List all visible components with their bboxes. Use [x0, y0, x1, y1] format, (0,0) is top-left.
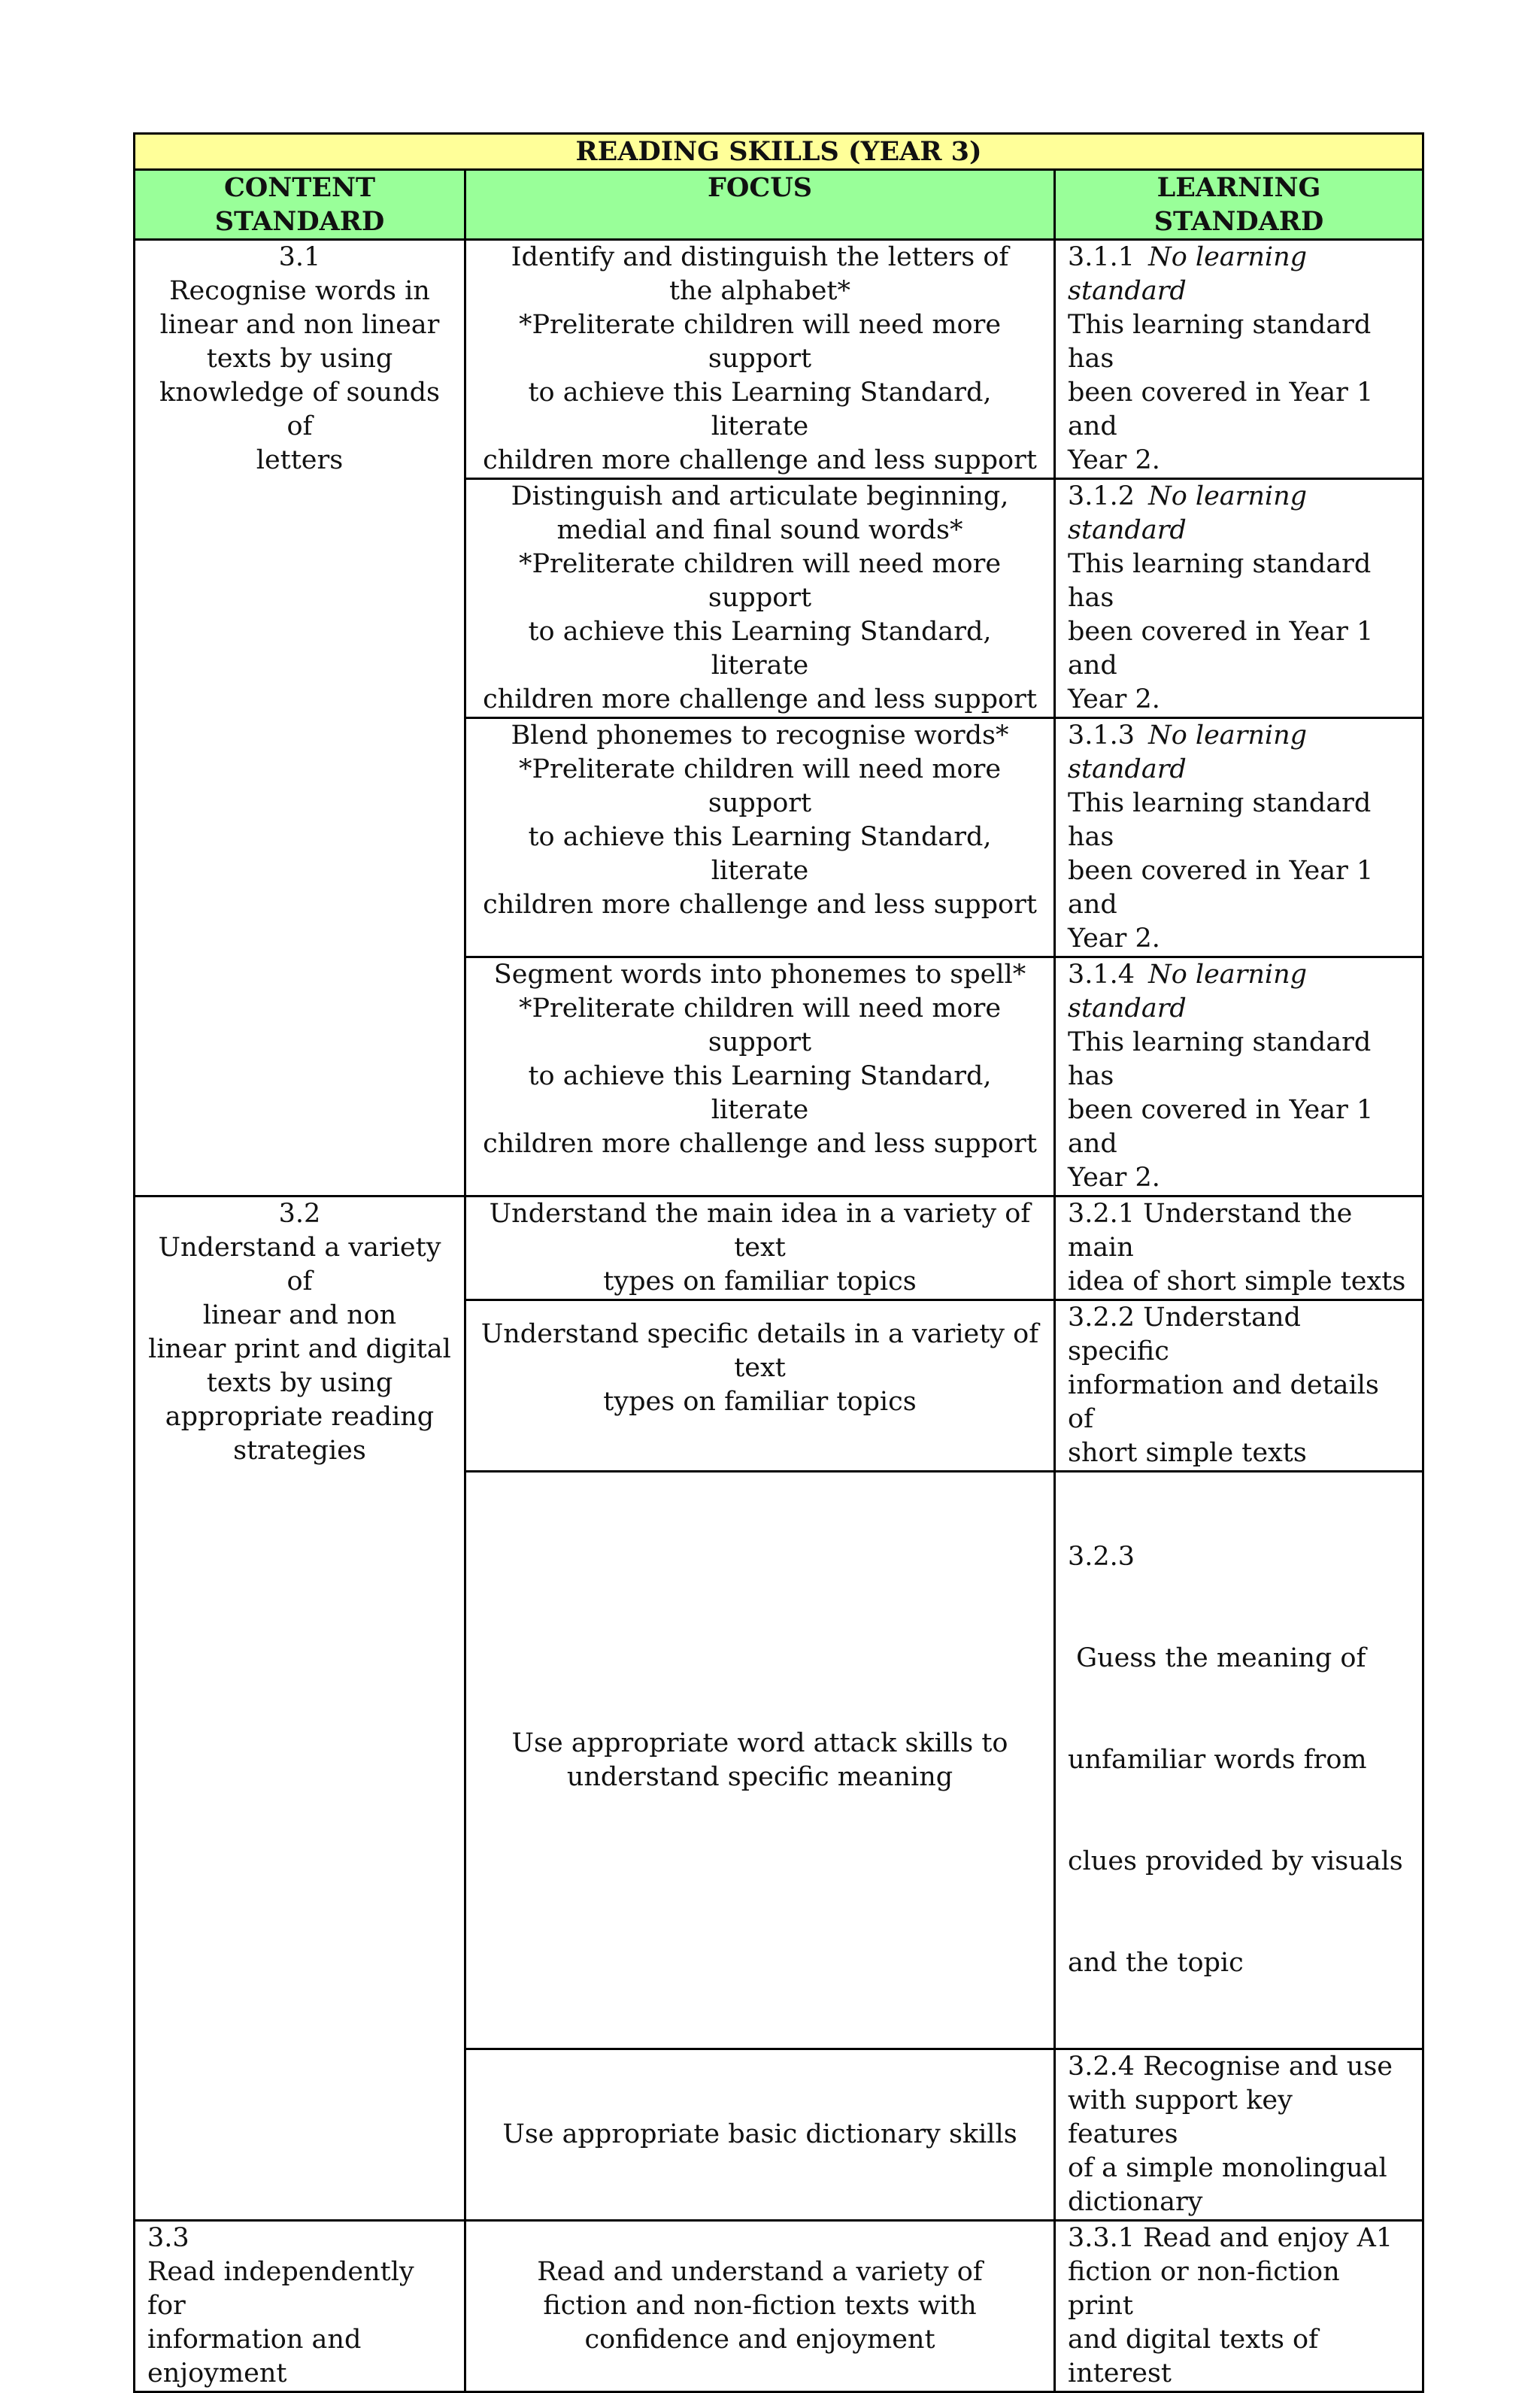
no-learning-standard-note: No learning standard [1068, 720, 1308, 784]
focus-line: types on familiar topics [603, 1387, 917, 1417]
focus-cell [465, 1196, 1055, 1300]
content-standard-line: linear and non linear [159, 310, 440, 340]
reading-skills-table [133, 132, 1424, 2393]
focus-line: to achieve this Learning Standard, literate [528, 617, 992, 681]
learning-standard-line: This learning standard has [1068, 310, 1372, 374]
focus-cell [465, 1472, 1055, 2049]
learning-standard-line: fiction or non-fiction print [1068, 2257, 1340, 2321]
focus-line: Distinguish and articulate beginning, [511, 481, 1009, 511]
focus-line: Use appropriate basic dictionary skills [502, 2119, 1017, 2149]
focus-cell [465, 1300, 1055, 1472]
learning-standard-line: This learning standard has [1068, 549, 1372, 613]
focus-line: *Preliterate children will need more support [518, 754, 1002, 818]
focus-line: Segment words into phonemes to spell* [493, 960, 1026, 990]
learning-standard-cell [1055, 1196, 1423, 1300]
content-standard-3-2 [135, 1196, 465, 2221]
learning-standard-line: information and details of [1068, 1370, 1379, 1434]
focus-line: fiction and non-fiction texts with [543, 2291, 977, 2321]
learning-standard-line: been covered in Year 1 and [1068, 617, 1374, 681]
learning-standard-cell [1055, 479, 1423, 718]
content-standard-line: knowledge of sounds of [159, 378, 440, 441]
learning-standard-line: and the topic [1068, 1948, 1244, 1978]
table-header-row [135, 170, 1423, 240]
focus-line: Blend phonemes to recognise words* [511, 720, 1009, 751]
learning-standard-cell [1055, 1472, 1423, 2049]
learning-standard-line: been covered in Year 1 and [1068, 378, 1374, 441]
focus-line: medial and final sound words* [556, 515, 963, 545]
learning-standard-line: short simple texts [1068, 1438, 1307, 1468]
content-standard-3-3 [135, 2221, 465, 2392]
learning-standard-code: 3.1.4 [1068, 960, 1135, 990]
focus-cell [465, 957, 1055, 1196]
table-title: READING SKILLS (YEAR 3) [135, 134, 1423, 170]
learning-standard-line: Year 2. [1068, 445, 1160, 475]
table-row [135, 1196, 1423, 1300]
focus-line: to achieve this Learning Standard, literate [528, 1061, 992, 1125]
learning-standard-line: 3.2.2 Understand specific [1068, 1303, 1301, 1366]
focus-line: types on familiar topics [603, 1266, 917, 1297]
learning-standard-cell [1055, 2221, 1423, 2392]
content-standard-line: letters [256, 445, 344, 475]
learning-standard-line: been covered in Year 1 and [1068, 1095, 1374, 1159]
focus-line: Identify and distinguish the letters of [511, 242, 1009, 272]
learning-standard-line: with support key features [1068, 2085, 1293, 2149]
learning-standard-line: Year 2. [1068, 1163, 1160, 1193]
learning-standard-line: 3.2.3 [1068, 1542, 1135, 1572]
learning-standard-line: Year 2. [1068, 684, 1160, 714]
learning-standard-line: been covered in Year 1 and [1068, 856, 1374, 920]
focus-line: children more challenge and less support [483, 1129, 1037, 1159]
learning-standard-line: unfamiliar words from [1068, 1745, 1367, 1775]
focus-line: *Preliterate children will need more support [518, 993, 1002, 1057]
focus-cell [465, 2049, 1055, 2221]
learning-standard-cell [1055, 957, 1423, 1196]
focus-cell [465, 240, 1055, 479]
learning-standard-code: 3.1.1 [1068, 242, 1135, 272]
content-standard-line: enjoyment [147, 2358, 287, 2388]
learning-standard-line: This learning standard has [1068, 1027, 1372, 1091]
learning-standard-cell [1055, 1300, 1423, 1472]
focus-line: to achieve this Learning Standard, literate [528, 378, 992, 441]
focus-line: Use appropriate word attack skills to [511, 1727, 1008, 1758]
content-standard-code: 3.3 [147, 2223, 189, 2253]
content-standard-line: Recognise words in [169, 276, 430, 306]
content-standard-line: appropriate reading [165, 1402, 435, 1432]
no-learning-standard-note: No learning standard [1068, 242, 1308, 306]
focus-line: the alphabet* [668, 276, 850, 306]
content-standard-3-1 [135, 240, 465, 1196]
content-standard-line: strategies [233, 1436, 366, 1466]
focus-line: to achieve this Learning Standard, literate [528, 822, 992, 886]
learning-standard-line: and digital texts of interest [1068, 2325, 1319, 2388]
content-standard-line: linear print and digital [148, 1334, 451, 1364]
learning-standard-line: idea of short simple texts [1068, 1266, 1406, 1297]
focus-line: children more challenge and less support [483, 890, 1037, 920]
content-standard-line: information and [147, 2325, 362, 2355]
learning-standard-line: of a simple monolingual [1068, 2153, 1387, 2183]
learning-standard-cell [1055, 240, 1423, 479]
focus-line: *Preliterate children will need more support [518, 310, 1002, 374]
learning-standard-cell [1055, 718, 1423, 957]
no-learning-standard-note: No learning standard [1068, 481, 1308, 545]
no-learning-standard-note: No learning standard [1068, 960, 1308, 1024]
focus-line: *Preliterate children will need more support [518, 549, 1002, 613]
focus-line: understand specific meaning [566, 1761, 953, 1792]
focus-line: Read and understand a variety of [537, 2257, 983, 2287]
focus-cell [465, 718, 1055, 957]
learning-standard-line: 3.3.1 Read and enjoy A1 [1068, 2223, 1393, 2253]
learning-standard-code: 3.1.3 [1068, 720, 1135, 751]
focus-line: Understand specific details in a variety of text [480, 1319, 1039, 1383]
content-standard-line: Understand a variety of [158, 1233, 441, 1297]
learning-standard-cell [1055, 2049, 1423, 2221]
content-standard-code: 3.2 [278, 1199, 321, 1229]
learning-standard-line: 3.2.4 Recognise and use [1068, 2052, 1393, 2082]
content-standard-line: texts by using [206, 344, 393, 374]
learning-standard-line: clues provided by visuals [1068, 1846, 1403, 1876]
learning-standard-line: This learning standard has [1068, 788, 1372, 852]
focus-line: children more challenge and less support [483, 684, 1037, 714]
focus-line: Understand the main idea in a variety of text [489, 1199, 1031, 1263]
focus-line: children more challenge and less support [483, 445, 1037, 475]
learning-standard-code: 3.1.2 [1068, 481, 1135, 511]
header-focus: FOCUS [465, 170, 1055, 240]
content-standard-code: 3.1 [278, 242, 321, 272]
focus-cell [465, 479, 1055, 718]
learning-standard-line: Year 2. [1068, 924, 1160, 954]
content-standard-line: linear and non [202, 1300, 397, 1330]
content-standard-line: texts by using [206, 1368, 393, 1398]
learning-standard-line: dictionary [1068, 2187, 1203, 2217]
header-content-standard: CONTENT STANDARD [135, 170, 465, 240]
table-row [135, 240, 1423, 479]
table-title-row [135, 134, 1423, 170]
learning-standard-line: 3.2.1 Understand the main [1068, 1199, 1353, 1263]
content-standard-line: Read independently for [147, 2257, 414, 2321]
focus-cell [465, 2221, 1055, 2392]
table-row [135, 2221, 1423, 2392]
learning-standard-line: Guess the meaning of [1068, 1643, 1366, 1673]
header-learning-standard: LEARNING STANDARD [1055, 170, 1423, 240]
focus-line: confidence and enjoyment [584, 2325, 935, 2355]
